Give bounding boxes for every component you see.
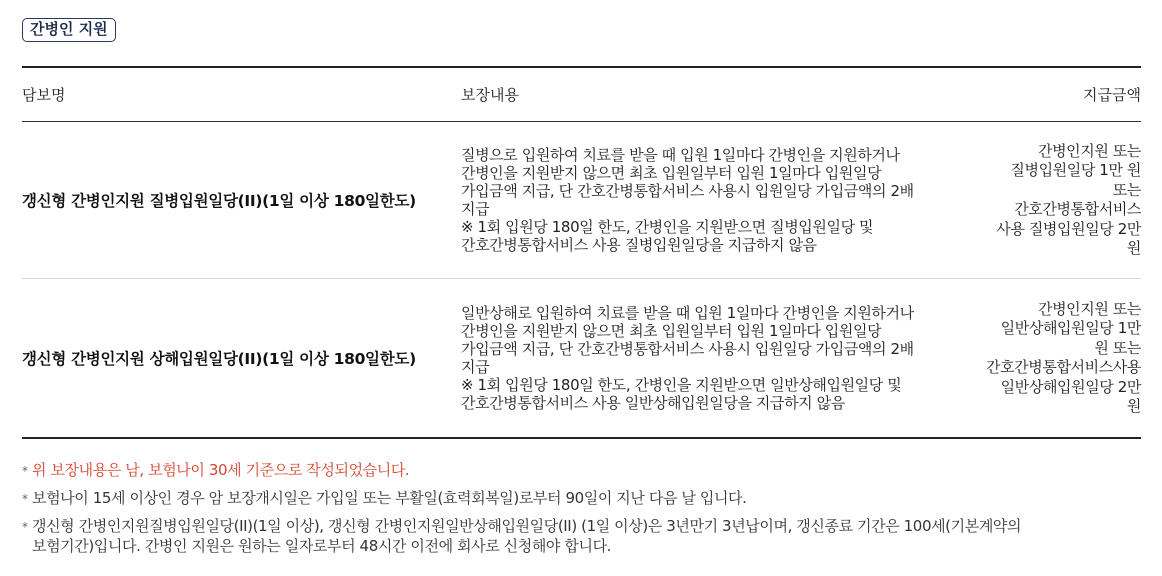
header-desc: 보장내용 (461, 86, 519, 104)
desc-line: 지급 (461, 358, 490, 376)
amount-line: 원 (1126, 239, 1141, 257)
asterisk-icon: * (22, 492, 28, 506)
desc-line: 간호간병통합서비스 사용 질병입원일당을 지급하지 않음 (461, 236, 817, 254)
amount-line: 일반상해입원일당 1만 (1000, 319, 1141, 337)
note-text (32, 516, 1021, 556)
amount-line: 일반상해입원일당 2만 (1000, 377, 1141, 396)
coverage-table (22, 66, 1141, 439)
section-tag: 간병인 지원 (22, 18, 116, 42)
amount-line: 사용 질병입원일당 2만 (996, 219, 1141, 238)
table-row (22, 279, 1141, 437)
note-item (22, 488, 1141, 509)
header-name: 담보명 (22, 86, 66, 104)
amount-line: 간호간병통합서비스사용 (986, 358, 1141, 376)
coverage-name: 갱신형 간병인지원 상해입원일당(II)(1일 이상 180일한도) (22, 350, 416, 368)
asterisk-icon: * (22, 520, 28, 534)
coverage-amount (971, 142, 1141, 259)
amount-line: 또는 (1112, 180, 1141, 199)
desc-line: 질병으로 입원하여 치료를 받을 때 입원 1일마다 간병인을 지원하거나 (461, 146, 900, 164)
desc-line: 일반상해로 입원하여 치료를 받을 때 입원 1일마다 간병인을 지원하거나 (461, 304, 914, 322)
amount-line: 질병입원일당 1만 원 (1010, 161, 1141, 179)
note-line: 갱신형 간병인지원질병입원일당(II)(1일 이상), 갱신형 간병인지원일반상해입원일당(II) (1일 이상)은 3년만기 3년납이며, 갱신종료 기간은 100세(기본계약의 (32, 517, 1022, 535)
amount-line: 원 (1126, 397, 1141, 415)
desc-line: ※ 1회 입원당 180일 한도, 간병인을 지원받으면 질병입원일당 및 (461, 218, 874, 236)
note-line: 위 보장내용은 남, 보험나이 30세 기준으로 작성되었습니다. (32, 461, 410, 479)
table-header (22, 68, 1141, 122)
note-line: 보험기간)입니다. 간병인 지원은 원하는 일자로부터 48시간 이전에 회사로 신청해야 합니다. (32, 537, 612, 555)
asterisk-icon: * (22, 464, 28, 478)
notes (22, 460, 1141, 563)
coverage-name: 갱신형 간병인지원 질병입원일당(II)(1일 이상 180일한도) (22, 192, 416, 210)
desc-line: 간병인을 지원받지 않으면 최초 입원일부터 입원 1일마다 입원일당 (461, 164, 882, 182)
coverage-amount (971, 300, 1141, 417)
amount-line: 간병인지원 또는 (1038, 141, 1141, 160)
desc-line: ※ 1회 입원당 180일 한도, 간병인을 지원받으면 일반상해입원일당 및 (461, 376, 902, 394)
desc-line: 가입금액 지급, 단 간호간병통합서비스 사용시 입원일당 가입금액의 2배 (461, 340, 914, 358)
note-item (22, 460, 1141, 481)
coverage-desc (461, 304, 971, 412)
amount-line: 간호간병통합서비스 (1014, 200, 1141, 218)
note-text (32, 460, 409, 481)
desc-line: 간호간병통합서비스 사용 일반상해입원일당을 지급하지 않음 (461, 394, 845, 412)
note-item (22, 516, 1141, 556)
desc-line: 지급 (461, 200, 490, 218)
desc-line: 간병인을 지원받지 않으면 최초 입원일부터 입원 1일마다 입원일당 (461, 322, 882, 340)
table-row (22, 122, 1141, 279)
header-amount: 지급금액 (1083, 86, 1141, 104)
amount-line: 간병인지원 또는 (1038, 299, 1141, 318)
note-text (32, 488, 747, 509)
coverage-desc (461, 146, 971, 254)
desc-line: 가입금액 지급, 단 간호간병통합서비스 사용시 입원일당 가입금액의 2배 (461, 182, 914, 200)
note-line: 보험나이 15세 이상인 경우 암 보장개시일은 가입일 또는 부활일(효력회복일)로부터 90일이 지난 다음 날 입니다. (32, 489, 747, 507)
amount-line: 원 또는 (1094, 338, 1141, 357)
